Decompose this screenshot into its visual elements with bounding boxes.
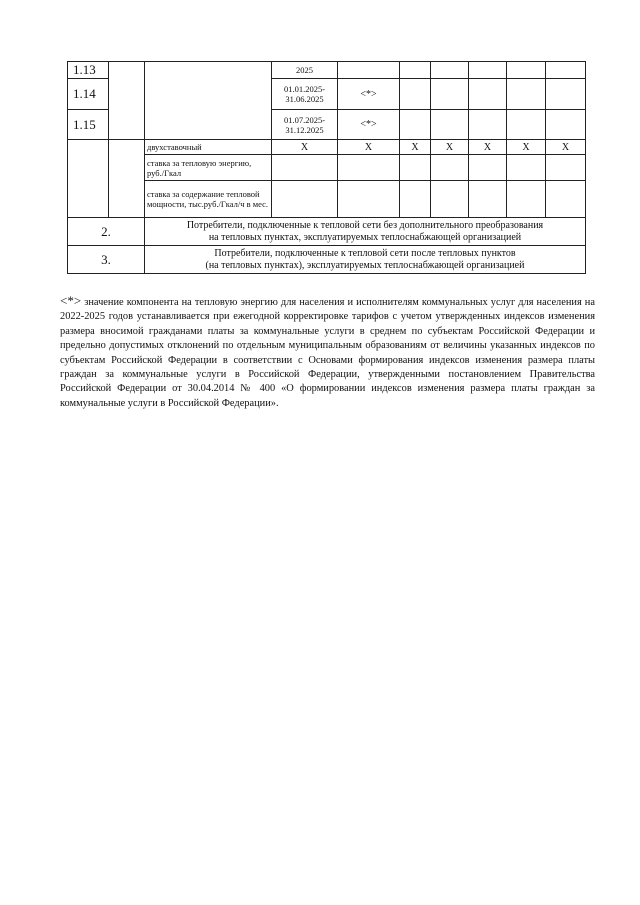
table-row-energy-rate	[68, 155, 586, 181]
row-number: 1.14	[68, 79, 109, 110]
empty-cell	[109, 62, 145, 140]
empty-cell	[145, 62, 272, 140]
description-line: Потребители, подключенные к тепловой сети после тепловых пунктов	[214, 247, 516, 259]
footnote-text: значение компонента на тепловую энергию для населения и исполнителям коммунальных услуг для населения на 2022-2025 годов устанавливается при ежегодной корректировке тарифов с учетом утвержденных индексов изменения размера вносимой гражданами платы за коммунальные услуги в среднем по субъектам Российской Федерации и предельно допустимых отклонений по отдельным муниципальным образованиям от величины указанных индексов по субъектам Российской Федерации в соответствии с Основами формирования индексов изменения размера платы граждан за коммунальные услуги в Российской Федерации, утвержденными постановлением Правительства Российской Федерации от 30.04.2014 № 400 «О формировании индексов изменения размера платы граждан за коммунальные услуги в Российской Федерации».	[60, 297, 595, 409]
table-row-capacity-rate	[68, 181, 586, 218]
empty-cell	[68, 140, 109, 218]
value-cell: <*>	[338, 110, 400, 140]
row-number: 1.15	[68, 110, 109, 140]
value-cell	[469, 110, 507, 140]
value-cell	[400, 79, 431, 110]
capacity-rate-label: ставка за содержание тепловой мощности, тыс.руб./Гкал/ч в мес.	[145, 181, 272, 218]
value-cell	[469, 181, 507, 218]
value-cell	[431, 155, 469, 181]
value-cell	[546, 155, 586, 181]
row-number: 2.	[68, 218, 145, 246]
footnote-marker: <*>	[60, 293, 82, 308]
value-cell	[431, 62, 469, 79]
value-cell	[272, 155, 338, 181]
value-cell	[507, 62, 546, 79]
value-cell	[507, 110, 546, 140]
value-cell: <*>	[338, 79, 400, 110]
value-cell	[546, 79, 586, 110]
x-mark: Х	[272, 140, 338, 155]
value-cell	[400, 155, 431, 181]
period-cell: 01.07.2025-31.12.2025	[272, 110, 338, 140]
x-mark: Х	[431, 140, 469, 155]
value-cell	[546, 181, 586, 218]
value-cell	[507, 79, 546, 110]
value-cell	[507, 181, 546, 218]
value-cell	[400, 110, 431, 140]
row-number: 3.	[68, 246, 145, 274]
value-cell	[431, 79, 469, 110]
description-line: (на тепловых пунктах), эксплуатируемых теплоснабжающей организацией	[205, 259, 525, 271]
value-cell	[338, 62, 400, 79]
value-cell	[507, 155, 546, 181]
value-cell	[546, 62, 586, 79]
row-number: 1.13	[68, 62, 109, 79]
empty-cell	[109, 140, 145, 218]
footnote	[60, 294, 595, 411]
value-cell	[272, 181, 338, 218]
value-cell	[400, 62, 431, 79]
table-row-2	[68, 218, 586, 246]
tariff-table	[67, 61, 586, 274]
tariff-type-label: двухставочный	[145, 140, 272, 155]
value-cell	[400, 181, 431, 218]
value-cell	[469, 155, 507, 181]
period-cell: 2025	[272, 62, 338, 79]
value-cell	[546, 110, 586, 140]
value-cell	[431, 110, 469, 140]
table-row-1-13	[68, 62, 586, 79]
value-cell	[469, 79, 507, 110]
value-cell	[469, 62, 507, 79]
consumer-group-description	[145, 246, 586, 274]
description-line: на тепловых пунктах, эксплуатируемых теплоснабжающей организацией	[208, 231, 522, 243]
period-cell: 01.01.2025-31.06.2025	[272, 79, 338, 110]
energy-rate-label: ставка за тепловую энергию, руб./Гкал	[145, 155, 272, 181]
consumer-group-description	[145, 218, 586, 246]
x-mark: Х	[546, 140, 586, 155]
x-mark: Х	[400, 140, 431, 155]
x-mark: Х	[469, 140, 507, 155]
value-cell	[431, 181, 469, 218]
value-cell	[338, 155, 400, 181]
x-mark: Х	[338, 140, 400, 155]
table-row-two-part	[68, 140, 586, 155]
description-line: Потребители, подключенные к тепловой сети без дополнительного преобразования	[186, 219, 544, 231]
x-mark: Х	[507, 140, 546, 155]
table-row-3	[68, 246, 586, 274]
value-cell	[338, 181, 400, 218]
